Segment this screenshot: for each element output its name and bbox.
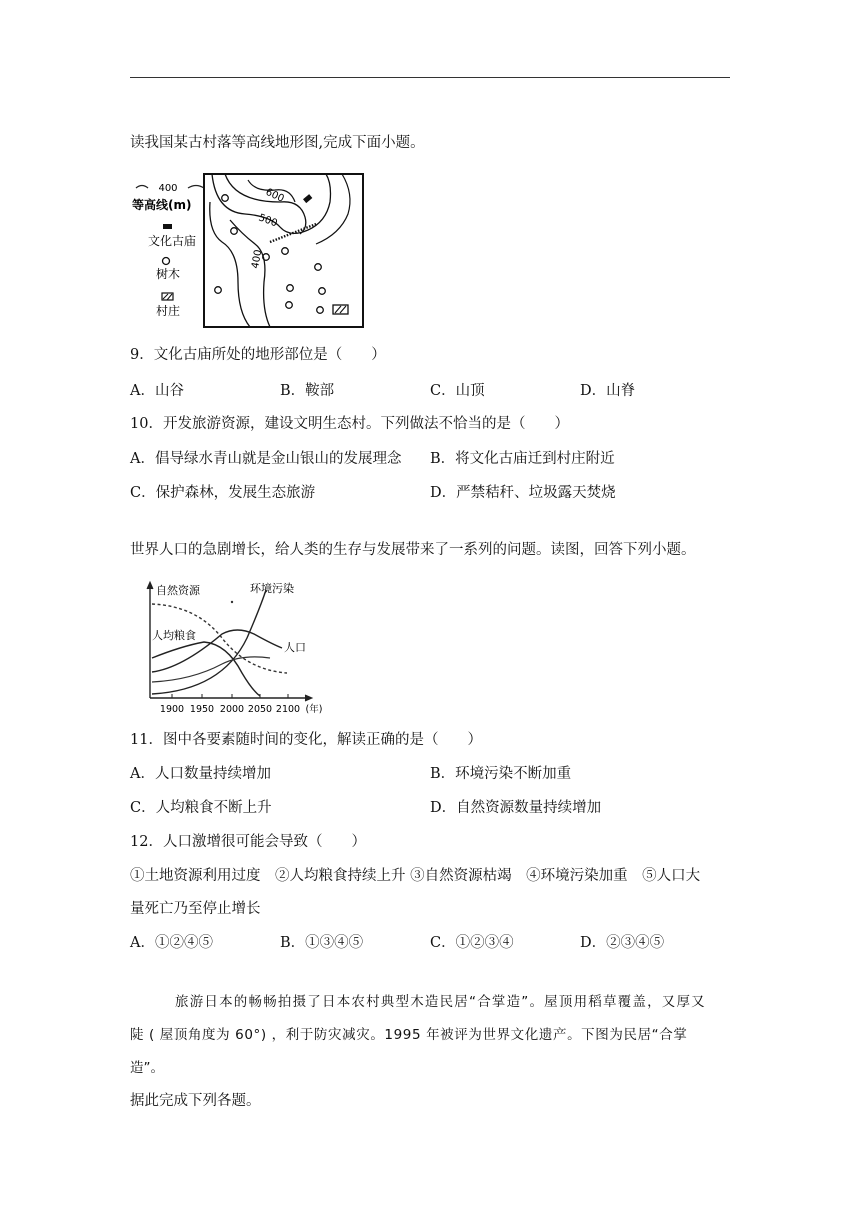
q9-stem: 9．文化古庙所处的地形部位是（ ）: [130, 347, 386, 363]
q10-stem: 10．开发旅游资源，建设文明生态村。下列做法不恰当的是（ ）: [130, 416, 569, 432]
q12-option-a: A．①②④⑤: [130, 935, 213, 951]
section2-intro: 世界人口的急剧增长，给人类的生存与发展带来了一系列的问题。读图，回答下列小题。: [130, 542, 696, 558]
x-tick-2000: 2000: [219, 704, 245, 715]
section3-instruction: 据此完成下列各题。: [130, 1093, 261, 1109]
population-chart-figure: [142, 578, 332, 716]
q9-option-a: A．山谷: [130, 383, 184, 399]
contour-legend-line: [188, 186, 204, 189]
q12-stem: 12．人口激增很可能会导致（ ）: [130, 834, 366, 850]
x-tick-1950: 1950: [189, 704, 215, 715]
q10-option-b: B．将文化古庙迁到村庄附近: [430, 451, 615, 467]
q11-option-a: A．人口数量持续增加: [130, 766, 271, 782]
q12-statements-line2: 量死亡乃至停止增长: [130, 901, 261, 917]
q12-option-d: D．②③④⑤: [580, 935, 665, 951]
header-rule: [130, 77, 730, 78]
temple-legend-label: 文化古庙: [148, 234, 197, 248]
q9-option-c: C．山顶: [430, 383, 485, 399]
section3-para-line2: 陡 ( 屋顶角度为 60°) ，利于防灾减灾。1995 年被评为世界文化遗产。下图为民居“合掌: [130, 1027, 688, 1043]
q12-option-c: C．①②③④: [430, 935, 514, 951]
contour-label-500: 500: [256, 212, 279, 230]
q10-option-a: A．倡导绿水青山就是金山银山的发展理念: [130, 451, 402, 467]
section1-intro: 读我国某古村落等高线地形图,完成下面小题。: [130, 135, 425, 151]
q9-option-d: D．山脊: [580, 383, 636, 399]
label-pollution: 环境污染: [250, 582, 294, 595]
village-legend-label: 村庄: [156, 304, 181, 318]
x-axis-unit: (年): [305, 704, 323, 715]
q9-option-b: B．鞍部: [280, 383, 335, 399]
tree-legend-icon: [163, 258, 170, 265]
q12-statements-line1: ①土地资源利用过度 ②人均粮食持续上升 ③自然资源枯竭 ④环境污染加重 ⑤人口大: [130, 868, 701, 884]
tree-legend-label: 树木: [156, 267, 181, 281]
food-per-capita-curve: [152, 642, 260, 696]
contour-legend-label: 等高线(m): [132, 198, 192, 212]
tree-markers: [215, 195, 326, 314]
contour-label-600: 600: [263, 186, 286, 205]
contour-label-400: 400: [250, 248, 265, 270]
q10-option-d: D．严禁秸秆、垃圾露天焚烧: [430, 485, 616, 501]
q11-option-b: B．环境污染不断加重: [430, 766, 572, 782]
label-population: 人口: [284, 641, 306, 654]
q10-option-c: C．保护森林，发展生态旅游: [130, 485, 316, 501]
q11-option-d: D．自然资源数量持续增加: [430, 800, 602, 816]
label-food-per-capita: 人均粮食: [152, 629, 196, 642]
q11-stem: 11．图中各要素随时间的变化，解读正确的是（ ）: [130, 732, 482, 748]
contour-legend-line: [136, 186, 148, 189]
contour-legend-value: 400: [158, 183, 178, 194]
q12-option-b: B．①③④⑤: [280, 935, 364, 951]
contour-map-figure: [130, 172, 366, 330]
temple-legend-icon: [163, 224, 172, 229]
x-tick-2100: 2100: [275, 704, 301, 715]
temple-marker: [303, 194, 312, 203]
x-tick-2050: 2050: [247, 704, 273, 715]
section3-para-line1: 旅游日本的畅畅拍摄了日本农村典型木造民居“合掌造”。屋顶用稻草覆盖，又厚又: [175, 994, 706, 1010]
x-tick-1900: 1900: [159, 704, 185, 715]
label-natural-resources: 自然资源: [156, 584, 200, 597]
q11-option-c: C．人均粮食不断上升: [130, 800, 272, 816]
section3-para-line3: 造”。: [130, 1060, 164, 1076]
